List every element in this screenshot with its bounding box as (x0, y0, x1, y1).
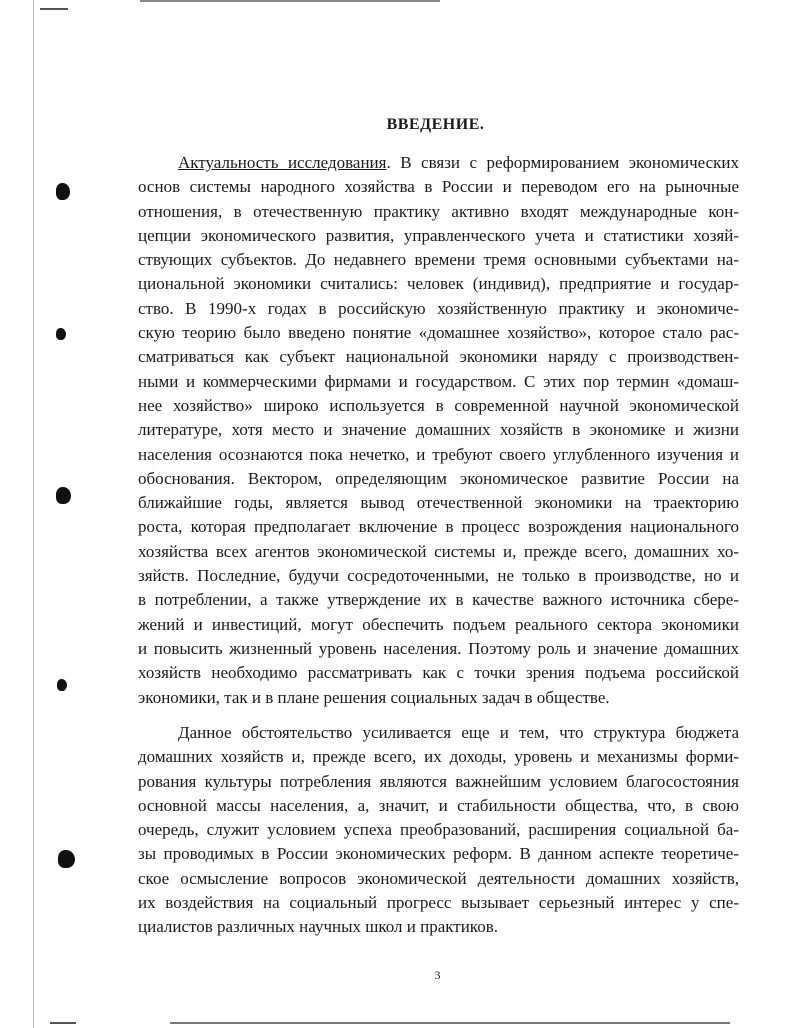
binder-hole-mark (56, 487, 71, 504)
text-line: ское осмысление вопросов экономической деятельности домашних хозяйств, (138, 868, 739, 888)
text-line: ными и коммерческими фирмами и государством. С этих пор термин «домаш- (138, 371, 739, 391)
text-line: роста, которая предполагает включение в процесс возрождения национального (138, 517, 739, 537)
scan-edge-bottom (170, 1022, 730, 1024)
page-title: ВВЕДЕНИЕ. (386, 116, 485, 133)
text-line: скую теорию было введено понятие «домашнее хозяйство», которое стало рас- (138, 323, 739, 343)
relevance-heading: Актуальность исследования (178, 153, 387, 172)
text-line: основной массы населения, а, значит, и стабильности общества, что, в свою (138, 795, 739, 815)
text-line: циональной экономики считались: человек (индивид), предприятие и государ- (138, 274, 739, 294)
text-line: зы проводимых в России экономических реформ. В данном аспекте теоретиче- (138, 844, 739, 864)
text-line: циалистов различных научных школ и практиков. (138, 917, 498, 937)
paragraph-budget (138, 721, 739, 940)
page-number: 3 (434, 968, 441, 982)
text-line: и повысить жизненный уровень населения. Поэтому роль и значение домашних (138, 638, 739, 658)
text-line: ближайшие годы, является вывод отечественной экономики на траекторию (138, 493, 739, 513)
binder-hole-mark (56, 328, 66, 340)
binder-hole-mark (58, 850, 75, 868)
text-line: населения осознаются пока нечетко, и требуют своего углубленного изучения и (138, 444, 739, 464)
scan-edge-top-left (40, 8, 68, 10)
text-line: рования культуры потребления являются важнейшим условием благосостояния (138, 771, 739, 791)
text-line: домашних хозяйств и, прежде всего, их доходы, уровень и механизмы форми- (138, 747, 739, 767)
text-line: их воздействия на социальный прогресс вызывает серьезный интерес у спе- (138, 893, 739, 913)
text-line: хозяйства всех агентов экономической системы и, прежде всего, домашних хо- (138, 541, 739, 561)
text-line-content: . В связи с реформированием экономических (386, 153, 739, 172)
text-line: цепции экономического развития, управленческого учета и статистики хозяй- (138, 225, 739, 245)
text-line: очередь, служит условием успеха преобразований, расширения социальной ба- (138, 820, 739, 840)
text-line: сматриваться как субъект национальной экономики наряду с производствен- (138, 347, 739, 367)
binder-hole-mark (56, 183, 70, 200)
text-line: экономики, так и в плане решения социальных задач в обществе. (138, 687, 610, 707)
text-line: литературе, хотя место и значение домашних хозяйств в экономике и жизни (138, 420, 739, 440)
text-line: ствующих субъектов. До недавнего времени тремя основными субъектами на- (138, 250, 739, 270)
text-line: отношения, в отечественную практику активно входят международные кон- (138, 201, 739, 221)
scan-edge-top (140, 0, 440, 2)
text-line: основ системы народного хозяйства в России и переводом его на рыночные (138, 177, 739, 197)
paragraph-relevance (138, 151, 739, 710)
text-line: ство. В 1990-х годах в российскую хозяйственную практику и экономиче- (138, 298, 739, 318)
text-line: обоснования. Вектором, определяющим экономическое развитие России на (138, 468, 739, 488)
scan-edge-bottom-left (50, 1022, 76, 1024)
binder-hole-mark (57, 679, 67, 691)
text-line: жений и инвестиций, могут обеспечить подъем реального сектора экономики (138, 614, 739, 634)
text-line: нее хозяйство» широко используется в современной научной экономической (138, 395, 739, 415)
text-line: зяйств. Последние, будучи сосредоточенными, не только в производстве, но и (138, 566, 739, 586)
scan-left-margin (33, 0, 34, 1028)
text-line: Данное обстоятельство усиливается еще и тем, что структура бюджета (178, 723, 739, 742)
text-line: в потреблении, а также утверждение их в качестве важного источника сбере- (138, 590, 739, 610)
text-line: хозяйств необходимо рассматривать как с точки зрения подъема российской (138, 663, 739, 683)
text-line (138, 151, 739, 175)
